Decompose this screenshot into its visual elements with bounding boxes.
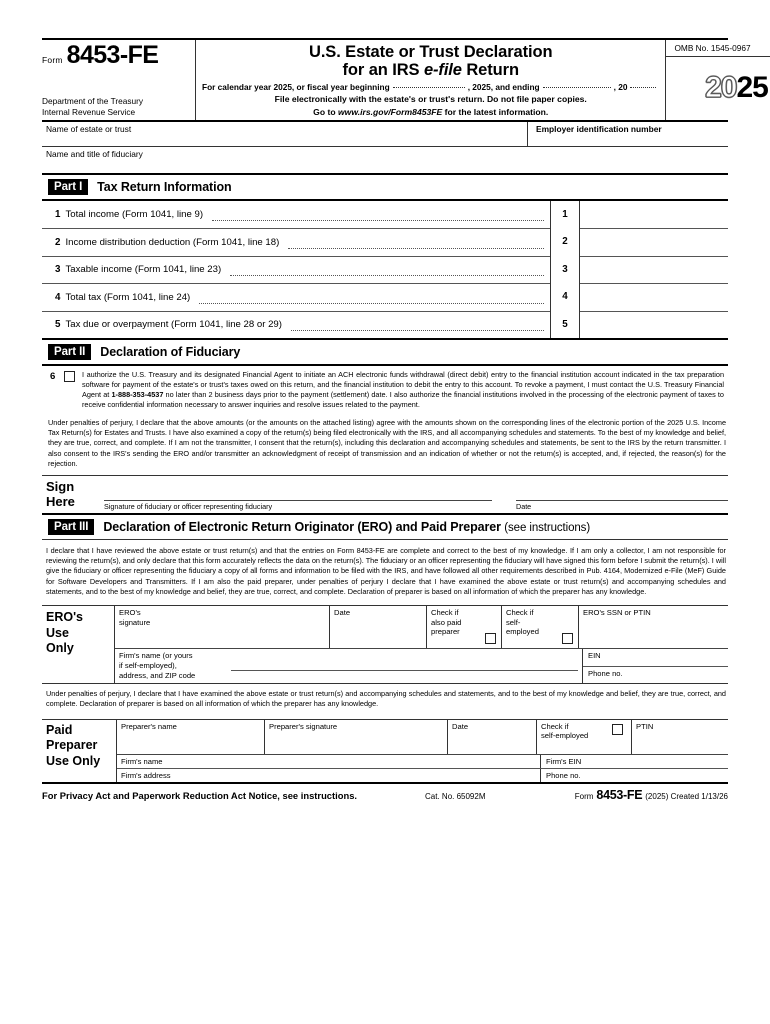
ero-use-only-table xyxy=(42,605,728,684)
part-2-tag: Part II xyxy=(48,344,91,360)
catalog-number: Cat. No. 65092M xyxy=(425,791,486,801)
tax-year-box xyxy=(666,57,770,120)
efile-instruction-1: File electronically with the estate's or trust's return. Do not file paper copies. xyxy=(274,94,587,104)
table-row xyxy=(115,606,728,649)
paid-preparer-table xyxy=(42,719,728,784)
irs-url: www.irs.gov/Form8453FE xyxy=(338,107,443,117)
line-1-number: 1 xyxy=(55,208,61,220)
ero-date-field[interactable] xyxy=(330,606,427,648)
calendar-pre: For calendar year 2025, or fiscal year beginning xyxy=(202,82,390,92)
fiscal-begin-field[interactable] xyxy=(393,87,465,88)
tax-year-short: 25 xyxy=(736,70,768,104)
preparer-name-field[interactable] xyxy=(117,720,265,754)
line-6-part-b: no later than 2 business days prior to the payment (settlement) date. I also authorize the financial institutions involved in the processing of the electronic payment of taxes to receive confidential information necessary to answer inquiries and resolve issues related to the payment. xyxy=(82,390,724,410)
ero-table-wrap xyxy=(42,606,728,683)
part-3-title-main: Declaration of Electronic Return Originator (ERO) and Paid Preparer xyxy=(103,519,501,534)
part-2-body xyxy=(42,364,728,476)
estate-name-field[interactable] xyxy=(42,122,528,146)
leader-dots xyxy=(199,302,544,304)
ero-columns xyxy=(115,606,728,683)
line-5-label: Tax due or overpayment (Form 1041, line 28 or 29) xyxy=(65,319,282,331)
line-4-amount-field[interactable] xyxy=(580,283,728,311)
fiscal-end-year-field[interactable] xyxy=(630,87,656,88)
line-1-amount-field[interactable] xyxy=(580,201,728,229)
paid-preparer-label xyxy=(42,720,117,782)
calendar-year-line xyxy=(202,82,659,92)
table-row xyxy=(42,311,728,339)
ero-firm-address-field[interactable]: Firm's name (or yours if self-employed), address, and ZIP code xyxy=(115,649,583,683)
calendar-mid: , 2025, and ending xyxy=(467,82,540,92)
footer-form-id xyxy=(575,788,728,802)
line-3-amount-field[interactable] xyxy=(580,256,728,284)
line-4-label: Total tax (Form 1041, line 24) xyxy=(65,291,191,303)
part-2-title: Declaration of Fiduciary xyxy=(100,344,241,359)
omb-number: OMB No. 1545-0967 xyxy=(666,40,770,57)
preparer-firm-address-label: Firm's address xyxy=(121,770,171,780)
line-6-text xyxy=(82,370,724,411)
table-row xyxy=(117,755,728,769)
fiduciary-perjury-text: Under penalties of perjury, I declare that the above amounts (or the amounts on the attached listing) agree with the amounts shown on the corresponding lines of the electronic portion of the 2025 U.S. Income Tax Return(s) for Estates and Trusts. I have also examined a copy of the return(s) being filed electronically with the IRS, and all accompanying schedules and statements. To the best of my knowledge and belief, they are true, correct, and complete. If I am not the transmitter, I consent that the return(s), including this declaration and accompanying schedules and statements, be sent to the IRS by the return transmitter. I also consent to the IRS's sending the ERO and/or transmitter an acknowledgment of receipt of transmission and an indication of whether or not the return(s) is accepted, and, if rejected, the reason(s) for the rejection. xyxy=(48,417,726,468)
leader-dots xyxy=(230,274,544,276)
efile-instruction-2 xyxy=(202,107,659,118)
ero-self-employed-cell: Check if self- employed xyxy=(502,606,579,648)
ero-phone-label: Phone no. xyxy=(588,668,623,678)
line-5-amount-field[interactable] xyxy=(580,311,728,339)
preparer-firm-address-field[interactable] xyxy=(117,769,541,782)
fiscal-end-field[interactable] xyxy=(543,87,611,88)
line-6-row xyxy=(42,366,728,411)
table-row xyxy=(42,283,728,311)
entity-name-row xyxy=(42,122,728,147)
preparer-firm-name-label: Firm's name xyxy=(121,756,163,766)
ero-ssn-ptin-label: ERO's SSN or PTIN xyxy=(583,608,651,618)
line-5-box: 5 xyxy=(550,311,580,339)
leader-dots xyxy=(212,219,544,221)
ero-label-l1: ERO's xyxy=(46,610,84,625)
fiduciary-date-caption: Date xyxy=(516,500,728,511)
form-8453fe xyxy=(42,38,768,802)
goto-post: for the latest information. xyxy=(442,107,549,117)
part-2-banner xyxy=(42,340,728,364)
preparer-firm-name-field[interactable] xyxy=(117,755,541,768)
header-title-block xyxy=(196,40,666,120)
form-header xyxy=(42,38,768,122)
fiduciary-name-field[interactable] xyxy=(42,147,728,175)
header-omb-block xyxy=(666,40,770,120)
sign-here-label xyxy=(46,479,104,511)
title-pre: for an IRS xyxy=(342,61,424,79)
line-2-text xyxy=(42,228,550,256)
table-row xyxy=(117,769,728,782)
table-row xyxy=(117,720,728,755)
preparer-phone-field[interactable] xyxy=(541,769,728,782)
preparer-self-employed-cell: Check if self-employed xyxy=(537,720,632,754)
line-2-label: Income distribution deduction (Form 1041, line 18) xyxy=(65,236,280,248)
line-4-number: 4 xyxy=(55,291,61,303)
footer-form-year: (2025) Created 1/13/26 xyxy=(645,791,728,801)
line-3-label: Taxable income (Form 1041, line 23) xyxy=(65,264,222,276)
preparer-self-employed-checkbox[interactable] xyxy=(612,724,623,735)
line-3-box: 3 xyxy=(550,256,580,284)
line-4-box: 4 xyxy=(550,283,580,311)
ero-declaration-text: I declare that I have reviewed the above estate or trust return(s) and that the entries on Form 8453-FE are complete and correct to the best of my knowledge. If I am only a collector, I am not responsible for reviewing the return(s), and only declare that this form accurately reflects the data on the return(s). The fiduciary or an officer representing the fiduciary will have signed this form before I submit the return(s). I will give the fiduciary or officer representing the fiduciary a copy of all forms and information to be filed with the IRS, and have followed all other requirements described in Pub. 4164, Modernized e-File (MeF) Guide for Software Developers and Transmitters. If I am also the paid preparer, under penalties of perjury I declare that I have examined the above estate or trust return(s) and accompanying schedules and statements, and to the best of my knowledge and belief, they are true, correct, and complete. Declaration of preparer is based on all information of which the preparer has any knowledge. xyxy=(42,539,728,605)
ero-ein-field[interactable] xyxy=(583,649,728,667)
ero-label-l2: Use xyxy=(46,625,69,640)
part-3-title xyxy=(103,520,590,534)
table-row xyxy=(42,256,728,284)
line-6-number: 6 xyxy=(50,370,56,382)
table-row xyxy=(42,201,728,229)
privacy-act-notice: For Privacy Act and Paperwork Reduction Act Notice, see instructions. xyxy=(42,789,358,801)
leader-dots xyxy=(291,329,544,331)
line-1-text xyxy=(42,201,550,229)
footer-form-number: 8453-FE xyxy=(596,787,643,802)
table-row xyxy=(115,649,728,683)
paid-label-l2: Preparer xyxy=(46,738,98,753)
preparer-perjury-text: Under penalties of perjury, I declare that I have examined the above estate or trust return(s) and accompanying schedules and statements, and to the best of my knowledge and belief, they are true, correct, and complete. Declaration of preparer is based on all information of which the preparer has any knowledge. xyxy=(46,689,726,709)
ero-phone-field[interactable] xyxy=(583,667,728,684)
form-number: 8453-FE xyxy=(66,41,159,69)
paid-label-l1: Paid xyxy=(46,722,73,737)
line-5-text xyxy=(42,311,550,339)
form-label: Form xyxy=(42,55,63,65)
line-5-number: 5 xyxy=(55,319,61,331)
header-form-identity xyxy=(42,40,196,120)
line-3-text xyxy=(42,256,550,284)
preparer-date-field[interactable] xyxy=(448,720,537,754)
leader-dots xyxy=(288,247,544,249)
department-text: Department of the Treasury Internal Revenue Service xyxy=(42,96,143,117)
fiduciary-date-field[interactable] xyxy=(516,500,728,511)
ein-label: Employer identification number xyxy=(536,124,662,134)
line-1-box: 1 xyxy=(550,201,580,229)
ero-label-l3: Only xyxy=(46,641,74,656)
preparer-date-label: Date xyxy=(452,721,469,731)
form-title-line2 xyxy=(202,61,659,79)
preparer-firm-ein-field[interactable] xyxy=(541,755,728,768)
ein-field[interactable] xyxy=(528,122,728,146)
preparer-signature-field[interactable] xyxy=(265,720,448,754)
here-word: Here xyxy=(46,494,75,510)
footer-form-word: Form xyxy=(574,791,594,801)
line-3-number: 3 xyxy=(55,264,61,276)
ero-signature-field[interactable]: ERO's signature xyxy=(115,606,330,648)
title-efile: e-file xyxy=(423,61,462,79)
preparer-ptin-field[interactable] xyxy=(632,720,728,754)
sign-here-block xyxy=(42,475,728,515)
calendar-post: , 20 xyxy=(613,82,628,92)
ero-also-paid-preparer-checkbox[interactable] xyxy=(485,633,496,644)
part-1-title: Tax Return Information xyxy=(97,179,232,194)
ero-ein-label: EIN xyxy=(588,651,601,661)
ero-firm-contact xyxy=(583,649,728,683)
goto-pre: Go to xyxy=(313,107,338,117)
fiduciary-signature-field[interactable] xyxy=(104,500,492,511)
line-2-amount-field[interactable] xyxy=(580,228,728,256)
ero-self-employed-checkbox[interactable] xyxy=(562,633,573,644)
preparer-firm-ein-label: Firm's EIN xyxy=(546,756,582,766)
tax-year-century: 20 xyxy=(705,70,737,104)
part-3-title-note: (see instructions) xyxy=(504,521,591,534)
preparer-name-label: Preparer's name xyxy=(121,721,177,731)
line-2-box: 2 xyxy=(550,228,580,256)
line-1-label: Total income (Form 1041, line 9) xyxy=(65,208,204,220)
title-post: Return xyxy=(461,61,519,79)
firm-address-rule xyxy=(231,670,578,671)
line-2-number: 2 xyxy=(55,236,61,248)
form-number-block xyxy=(42,43,190,68)
line-6-part-a: I authorize the U.S. Treasury and its designated Financial Agent to initiate an ACH electronic funds withdrawal (direct debit) entry to the financial institution account indicated in the tax preparation software for payment of the estate's or trust's taxes owed on this return, and the financial institution to debit the entry to this account. To revoke a payment, I must contact the U.S. Treasury Financial Agent at xyxy=(82,369,724,400)
paid-preparer-columns xyxy=(117,720,728,782)
form-footer xyxy=(42,784,728,802)
ero-date-label: Date xyxy=(334,608,351,618)
part-1-banner xyxy=(42,175,728,199)
ero-use-only-label xyxy=(42,606,115,683)
sign-word: Sign xyxy=(46,479,75,495)
estate-name-label: Name of estate or trust xyxy=(46,124,132,134)
part-1-tag: Part I xyxy=(48,179,88,195)
part-3-banner xyxy=(42,515,728,539)
preparer-signature-label: Preparer's signature xyxy=(269,721,338,731)
line-4-text xyxy=(42,283,550,311)
ero-also-paid-preparer-cell: Check if also paid preparer xyxy=(427,606,502,648)
fiduciary-signature-caption: Signature of fiduciary or officer representing fiduciary xyxy=(104,500,492,511)
paid-label-l3: Use Only xyxy=(46,753,101,768)
fiduciary-name-label: Name and title of fiduciary xyxy=(46,149,143,159)
ach-authorization-checkbox[interactable] xyxy=(64,371,75,382)
tax-year xyxy=(705,70,768,104)
form-title xyxy=(202,43,659,79)
form-title-line1: U.S. Estate or Trust Declaration xyxy=(309,43,553,61)
part-3-tag: Part III xyxy=(48,519,94,535)
ero-ssn-ptin-field[interactable] xyxy=(579,606,728,648)
preparer-ptin-label: PTIN xyxy=(636,721,654,731)
preparer-phone-label: Phone no. xyxy=(546,770,581,780)
part-1-lines xyxy=(42,199,728,341)
table-row xyxy=(42,228,728,256)
treasury-phone: 1-888-353-4537 xyxy=(111,390,164,400)
